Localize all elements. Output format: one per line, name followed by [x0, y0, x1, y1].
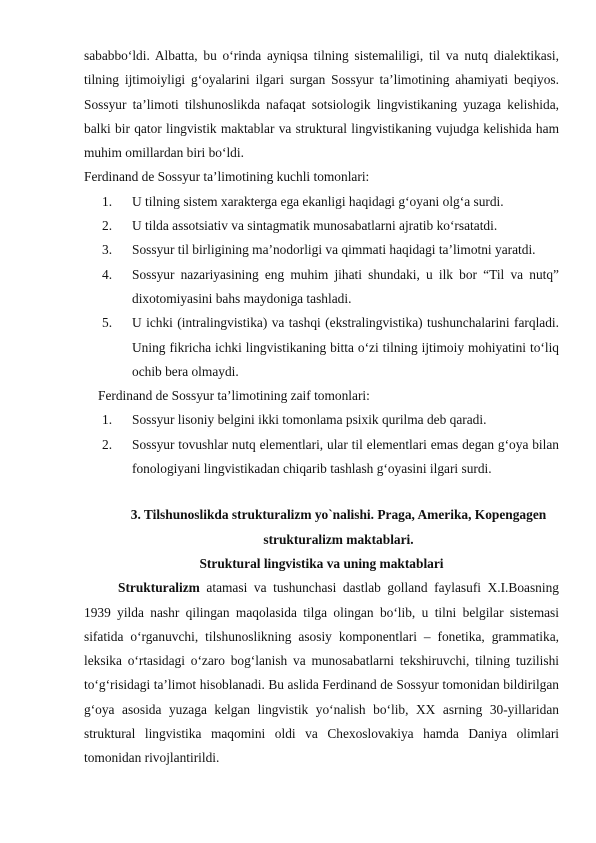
- final-paragraph-text: atamasi va tushunchasi dastlab golland faylasufi X.I.Boasning 1939 yilda nashr qilingan maqolasida tilga olingan bo‘lib, u tilni belgilar sistemasi sifatida o‘rganuvchi, tilshunoslikning asosiy komponentlari – fonetika, grammatika, leksika o‘rtasidagi o‘zaro bog‘lanish va munosabatlarni tekshiruvchi, tilning tuzilishi to‘g‘risidagi ta’limot hisoblanadi. Bu aslida Ferdinand de Sossyur tomonidan bildirilgan g‘oya asosida yuzaga kelgan lingvistik yo‘nalish bo‘lib, XX asrning 30-yillaridan struktural lingvistika maqomini oldi va Chexoslovakiya hamda Daniya olimlari tomonidan rivojlantirildi.: [84, 580, 559, 766]
- list-item: [98, 263, 559, 312]
- final-paragraph: [84, 576, 559, 770]
- weaknesses-list: [84, 408, 559, 481]
- list-item-text: U ichki (intralingvistika) va tashqi (ekstralingvistika) tushunchalarini farqladi. Uning fikricha ichki lingvistikaning bitta o‘zi tilning ijtimoiy mohiyatini to‘liq ochib bera olmaydi.: [132, 315, 559, 379]
- section-heading: 3. Tilshunoslikda strukturalizm yo`nalishi. Praga, Amerika, Kopengagen strukturalizm maktablari.: [130, 507, 547, 547]
- list-item-text: U tilda assotsiativ va sintagmatik munosabatlarni ajratib ko‘rsatatdi.: [132, 218, 498, 234]
- list-item: [98, 238, 559, 262]
- list-number: 5.: [102, 315, 113, 331]
- weaknesses-title: Ferdinand de Sossyur ta’limotining zaif tomonlari:: [98, 388, 370, 404]
- strengths-title: Ferdinand de Sossyur ta’limotining kuchli tomonlari:: [84, 169, 370, 185]
- list-item: [98, 214, 559, 238]
- list-item-text: U tilning sistem xarakterga ega ekanligi haqidagi g‘oyani olg‘a surdi.: [132, 193, 504, 209]
- list-item: [98, 408, 559, 432]
- intro-paragraph: sababbo‘ldi. Albatta, bu o‘rinda ayniqsa tilning sistemaliligi, til va nutq dialektikasi, tilning ijtimoiyligi g‘oyalarini ilgari surgan Sossyur ta’limotining ahamiyati beqiyos. Sossyur ta’limoti tilshunoslikda nafaqat sotsiologik lingvistikaning yuzaga kelishida, balki bir qator lingvistik maktablar va struktural lingvistikaning vujudga kelishida ham muhim omillardan biri bo‘ldi.: [84, 48, 559, 161]
- list-item-text: Sossyur tovushlar nutq elementlari, ular til elementlari emas degan g‘oya bilan fonologiyani lingvistikadan chiqarib tashlash g‘oyasini ilgari surdi.: [132, 436, 559, 477]
- list-number: 3.: [102, 242, 113, 258]
- list-number: 1.: [102, 193, 113, 209]
- list-item-text: Sossyur nazariyasining eng muhim jihati shundaki, u ilk bor “Til va nutq” dixotomiyasini bahs maydoniga tashladi.: [132, 266, 559, 306]
- list-item-text: Sossyur lisoniy belgini ikki tomonlama psixik qurilma deb qaradi.: [132, 412, 487, 428]
- list-number: 2.: [102, 218, 113, 234]
- list-number: 2.: [102, 436, 113, 452]
- strengths-list: [84, 190, 559, 384]
- spacer: [84, 481, 559, 503]
- list-number: 4.: [102, 266, 113, 282]
- list-number: 1.: [102, 412, 113, 428]
- list-item: [98, 433, 559, 482]
- subheading: Struktural lingvistika va uning maktablari: [199, 555, 444, 571]
- list-item-text: Sossyur til birligining ma’nodorligi va qimmati haqidagi ta’limotni yaratdi.: [132, 242, 536, 258]
- list-item: [98, 190, 559, 214]
- bold-term: Strukturalizm: [118, 580, 200, 596]
- list-item: [98, 311, 559, 384]
